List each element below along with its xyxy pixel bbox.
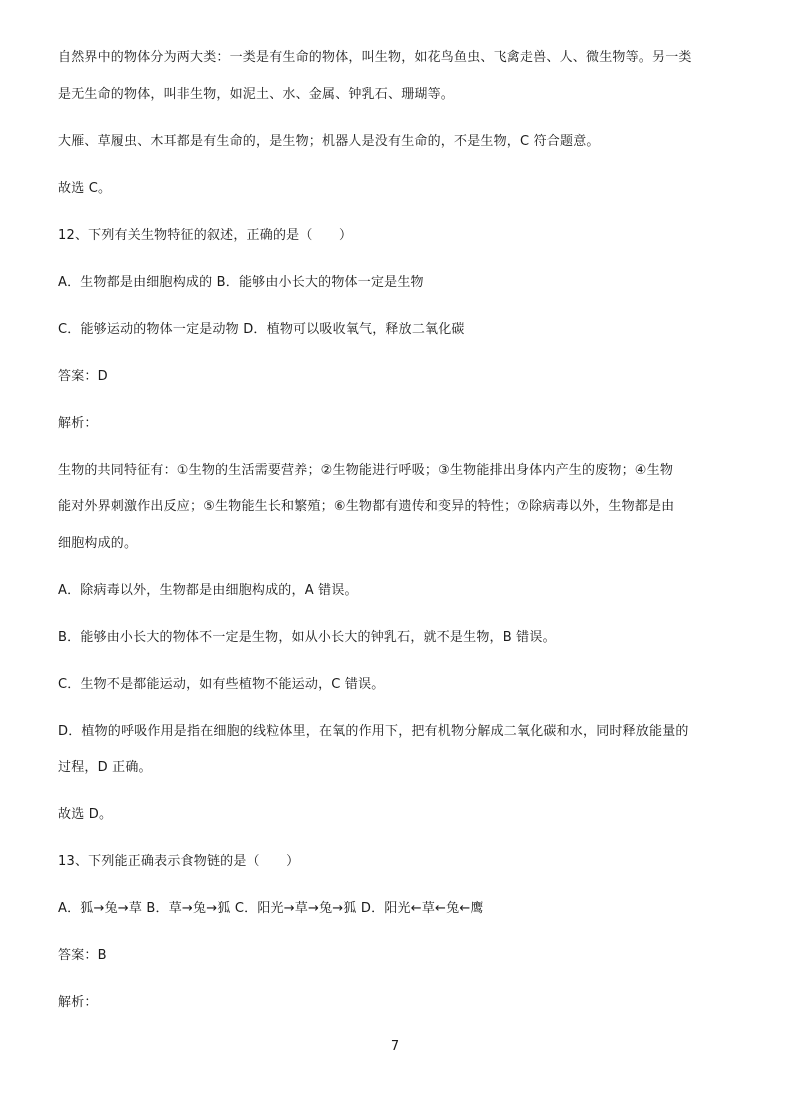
analysis-label: 解析： xyxy=(58,416,98,431)
question-heading: 12、下列有关生物特征的叙述，正确的是（ ） xyxy=(58,228,353,243)
paragraph-line: 细胞构成的。 xyxy=(58,536,138,551)
option-line: C．能够运动的物体一定是动物 D．植物可以吸收氧气，释放二氧化碳 xyxy=(58,322,465,337)
paragraph-line: 生物的共同特征有：①生物的生活需要营养；②生物能进行呼吸；③生物能排出身体内产生的废物；④生物 xyxy=(58,463,674,478)
paragraph-line: 过程，D 正确。 xyxy=(58,760,152,775)
paragraph-line: 大雁、草履虫、木耳都是有生命的，是生物；机器人是没有生命的，不是生物，C 符合题意。 xyxy=(58,134,600,149)
answer-line: 答案：B xyxy=(58,948,107,963)
paragraph-line: A．除病毒以外，生物都是由细胞构成的，A 错误。 xyxy=(58,583,358,598)
option-line: A．狐→兔→草 B．草→兔→狐 C．阳光→草→兔→狐 D．阳光←草←兔←鹰 xyxy=(58,901,484,916)
paragraph-line: 故选 D。 xyxy=(58,807,113,822)
paragraph-line: C．生物不是都能运动，如有些植物不能运动，C 错误。 xyxy=(58,677,385,692)
answer-line: 答案：D xyxy=(58,369,108,384)
paragraph-line: D．植物的呼吸作用是指在细胞的线粒体里，在氧的作用下，把有机物分解成二氧化碳和水，同时释放能量的 xyxy=(58,724,689,739)
paragraph-line: 故选 C。 xyxy=(58,181,112,196)
question-heading: 13、下列能正确表示食物链的是（ ） xyxy=(58,854,300,869)
paragraph-line: 能对外界刺激作出反应；⑤生物能生长和繁殖；⑥生物都有遗传和变异的特性；⑦除病毒以外，生物都是由 xyxy=(58,499,675,514)
paragraph-line: 是无生命的物体，叫非生物，如泥土、水、金属、钟乳石、珊瑚等。 xyxy=(58,87,455,102)
paragraph-line: 自然界中的物体分为两大类：一类是有生命的物体，叫生物，如花鸟鱼虫、飞禽走兽、人、微生物等。另一类 xyxy=(58,50,692,65)
analysis-label: 解析： xyxy=(58,995,98,1010)
page-number: 7 xyxy=(390,1039,400,1054)
option-line: A．生物都是由细胞构成的 B．能够由小长大的物体一定是生物 xyxy=(58,275,424,290)
paragraph-line: B．能够由小长大的物体不一定是生物，如从小长大的钟乳石，就不是生物，B 错误。 xyxy=(58,630,556,645)
